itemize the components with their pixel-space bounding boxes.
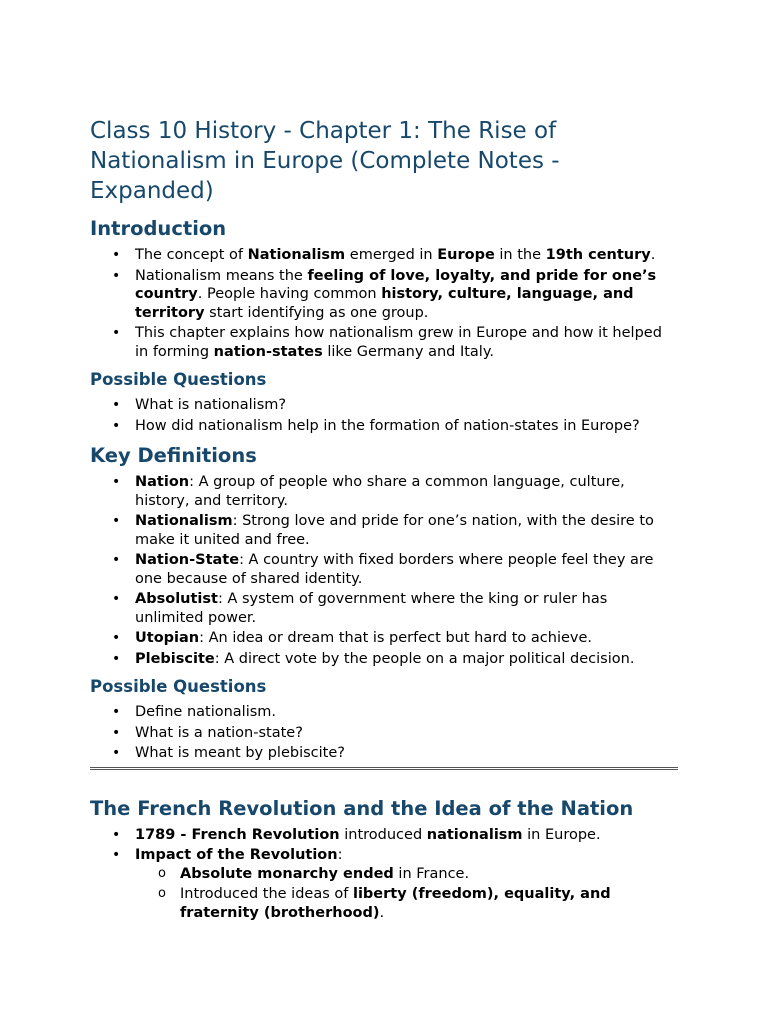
- list-item: • 1789 - French Revolution introduced nationalism in Europe.: [112, 826, 601, 843]
- circle-bullet-icon: o: [158, 865, 166, 881]
- bullet-icon: •: [112, 630, 121, 646]
- definitions-list: [90, 473, 678, 668]
- bullet-icon: •: [112, 417, 121, 434]
- list-item: • This chapter explains how nationalism grew in Europe and how it helped in forming nation-states like Germany and Italy.: [112, 325, 662, 360]
- french-revolution-list: [90, 826, 678, 865]
- list-item: • Nation: A group of people who share a common language, culture, history, and territory.: [112, 474, 625, 509]
- list-item: • Nationalism: Strong love and pride for one’s nation, with the desire to make it united and free.: [112, 513, 654, 548]
- list-item: • What is nationalism?: [112, 397, 287, 413]
- list-item: • How did nationalism help in the formation of nation-states in Europe?: [112, 417, 640, 434]
- bullet-icon: •: [112, 704, 121, 720]
- section-heading-introduction: Introduction: [90, 217, 227, 240]
- subheading-possible-questions: Possible Questions: [90, 677, 267, 696]
- bullet-icon: •: [112, 397, 121, 413]
- questions-list: [90, 703, 678, 763]
- list-item: • Nation-State: A country with fixed borders where people feel they are one because of shared identity.: [112, 552, 654, 587]
- horizontal-rule: [90, 767, 678, 770]
- bullet-icon: •: [112, 724, 121, 741]
- list-item: • Plebiscite: A direct vote by the people on a major political decision.: [112, 650, 635, 667]
- bullet-icon: •: [112, 267, 121, 284]
- questions-list: [90, 396, 678, 435]
- bullet-icon: •: [112, 247, 121, 263]
- sub-list-item: o Absolute monarchy ended in France.: [158, 865, 470, 882]
- page-title: Class 10 History - Chapter 1: The Rise of Nationalism in Europe (Complete Notes - Expanded): [90, 118, 560, 204]
- bullet-icon: •: [112, 552, 121, 568]
- list-item: • What is meant by plebiscite?: [112, 745, 345, 761]
- bullet-icon: •: [112, 650, 121, 667]
- list-item: • What is a nation-state?: [112, 724, 303, 741]
- list-item: • Absolutist: A system of government where the king or ruler has unlimited power.: [112, 591, 608, 626]
- impact-sub-list: [90, 865, 678, 923]
- bullet-icon: •: [112, 847, 121, 863]
- subheading-possible-questions: Possible Questions: [90, 370, 267, 389]
- bullet-icon: •: [112, 513, 121, 529]
- list-item: • The concept of Nationalism emerged in Europe in the 19th century.: [112, 247, 656, 263]
- sub-list-item: o Introduced the ideas of liberty (freedom), equality, and fraternity (brotherhood).: [158, 886, 611, 921]
- bullet-icon: •: [112, 325, 121, 341]
- section-heading-french-revolution: The French Revolution and the Idea of the Nation: [90, 796, 634, 820]
- list-item: • Define nationalism.: [112, 704, 277, 720]
- list-item: • Utopian: An idea or dream that is perfect but hard to achieve.: [112, 630, 592, 646]
- bullet-icon: •: [112, 474, 121, 490]
- list-item: • Impact of the Revolution:: [112, 847, 343, 863]
- section-heading-key-definitions: Key Definitions: [90, 444, 257, 467]
- bullet-icon: •: [112, 826, 121, 843]
- list-item: • Nationalism means the feeling of love, loyalty, and pride for one’s country. People having common history, culture, language, and territory start identifying as one group.: [112, 267, 657, 321]
- introduction-list: [90, 246, 678, 361]
- bullet-icon: •: [112, 745, 121, 761]
- bullet-icon: •: [112, 591, 121, 607]
- circle-bullet-icon: o: [158, 886, 166, 901]
